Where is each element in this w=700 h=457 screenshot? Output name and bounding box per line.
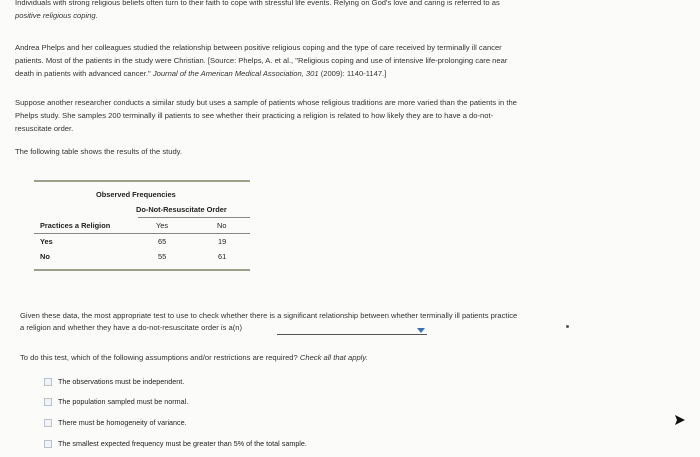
intro-text: Andrea Phelps and her colleagues studied the relationship between positive religious coping and the type of care received by terminally ill cancer — [15, 43, 502, 52]
intro-paragraph-2 — [15, 41, 590, 80]
assumption-option-homogeneity[interactable] — [44, 417, 187, 428]
intro-text: Suppose another researcher conducts a similar study but uses a sample of patients whose religious traditions are more varied than the patients in the — [15, 98, 517, 107]
option-label: The observations must be independent. — [58, 377, 185, 386]
table-col-yes: Yes — [156, 221, 169, 230]
question-text: To do this test, which of the following assumptions and/or restrictions are required? — [20, 353, 298, 362]
checkbox[interactable] — [44, 378, 52, 386]
checkbox[interactable] — [44, 440, 52, 448]
table-row-header: Practices a Religion — [40, 221, 111, 230]
intro-text: Individuals with strong religious beliefs often turn to their faith to cope with stressful life events. Relying on God's love and caring is referred to as — [15, 0, 500, 7]
question-text: Given these data, the most appropriate test to use to check whether there is a significant relationship between whether terminally ill patients practice — [20, 311, 518, 320]
question-hint: Check all that apply. — [299, 353, 368, 362]
mouse-cursor-icon — [672, 413, 686, 427]
question-2 — [20, 353, 368, 362]
table-cell: 19 — [218, 237, 227, 246]
chevron-down-icon — [417, 328, 425, 333]
journal-name: Journal of the American Medical Association, 301 — [152, 69, 319, 78]
table-row-label: Yes — [40, 237, 53, 246]
assumption-option-independent[interactable] — [44, 376, 184, 387]
assumption-option-expected-frequency[interactable] — [44, 438, 307, 449]
checkbox[interactable] — [44, 419, 52, 427]
table-rule-subheader — [138, 217, 250, 218]
term-positive-religious-coping: positive religious coping. — [15, 11, 98, 20]
assumption-option-normal[interactable] — [44, 396, 188, 407]
table-cell: 65 — [158, 237, 167, 246]
table-row-label: No — [40, 252, 50, 261]
table-rule-header — [34, 233, 250, 234]
table-col-no: No — [217, 221, 227, 230]
intro-text: Phelps study. She samples 200 terminally ill patients to see whether their practicing a religion is related to how likely they are to have a do-not- — [15, 111, 494, 120]
table-cell: 55 — [158, 252, 167, 261]
question-text: a religion and whether they have a do-not-resuscitate order is a(n) — [20, 323, 243, 332]
intro-text: death in patients with advanced cancer." — [15, 69, 151, 78]
option-label: There must be homogeneity of variance. — [58, 418, 187, 427]
checkbox[interactable] — [44, 398, 52, 406]
option-label: The population sampled must be normal. — [58, 397, 189, 406]
table-column-group: Do-Not-Resuscitate Order — [136, 205, 227, 214]
intro-paragraph-1 — [15, 0, 615, 22]
option-label: The smallest expected frequency must be greater than 5% of the total sample. — [58, 439, 307, 448]
bullet-dot — [566, 325, 569, 328]
table-rule-bottom — [34, 269, 250, 271]
table-rule-top — [34, 180, 250, 182]
test-type-dropdown[interactable] — [277, 325, 427, 335]
intro-text: (2009): 1140-1147.] — [320, 69, 387, 78]
table-title: Observed Frequencies — [96, 190, 176, 199]
intro-paragraph-4: The following table shows the results of the study. — [15, 147, 183, 156]
intro-paragraph-3 — [15, 96, 600, 135]
intro-text: patients. Most of the patients in the study were Christian. [Source: Phelps, A. et al., "Religious coping and use of intensive life-prolonging care near — [15, 56, 508, 65]
table-cell: 61 — [218, 252, 227, 261]
intro-text: resuscitate order. — [15, 124, 74, 133]
